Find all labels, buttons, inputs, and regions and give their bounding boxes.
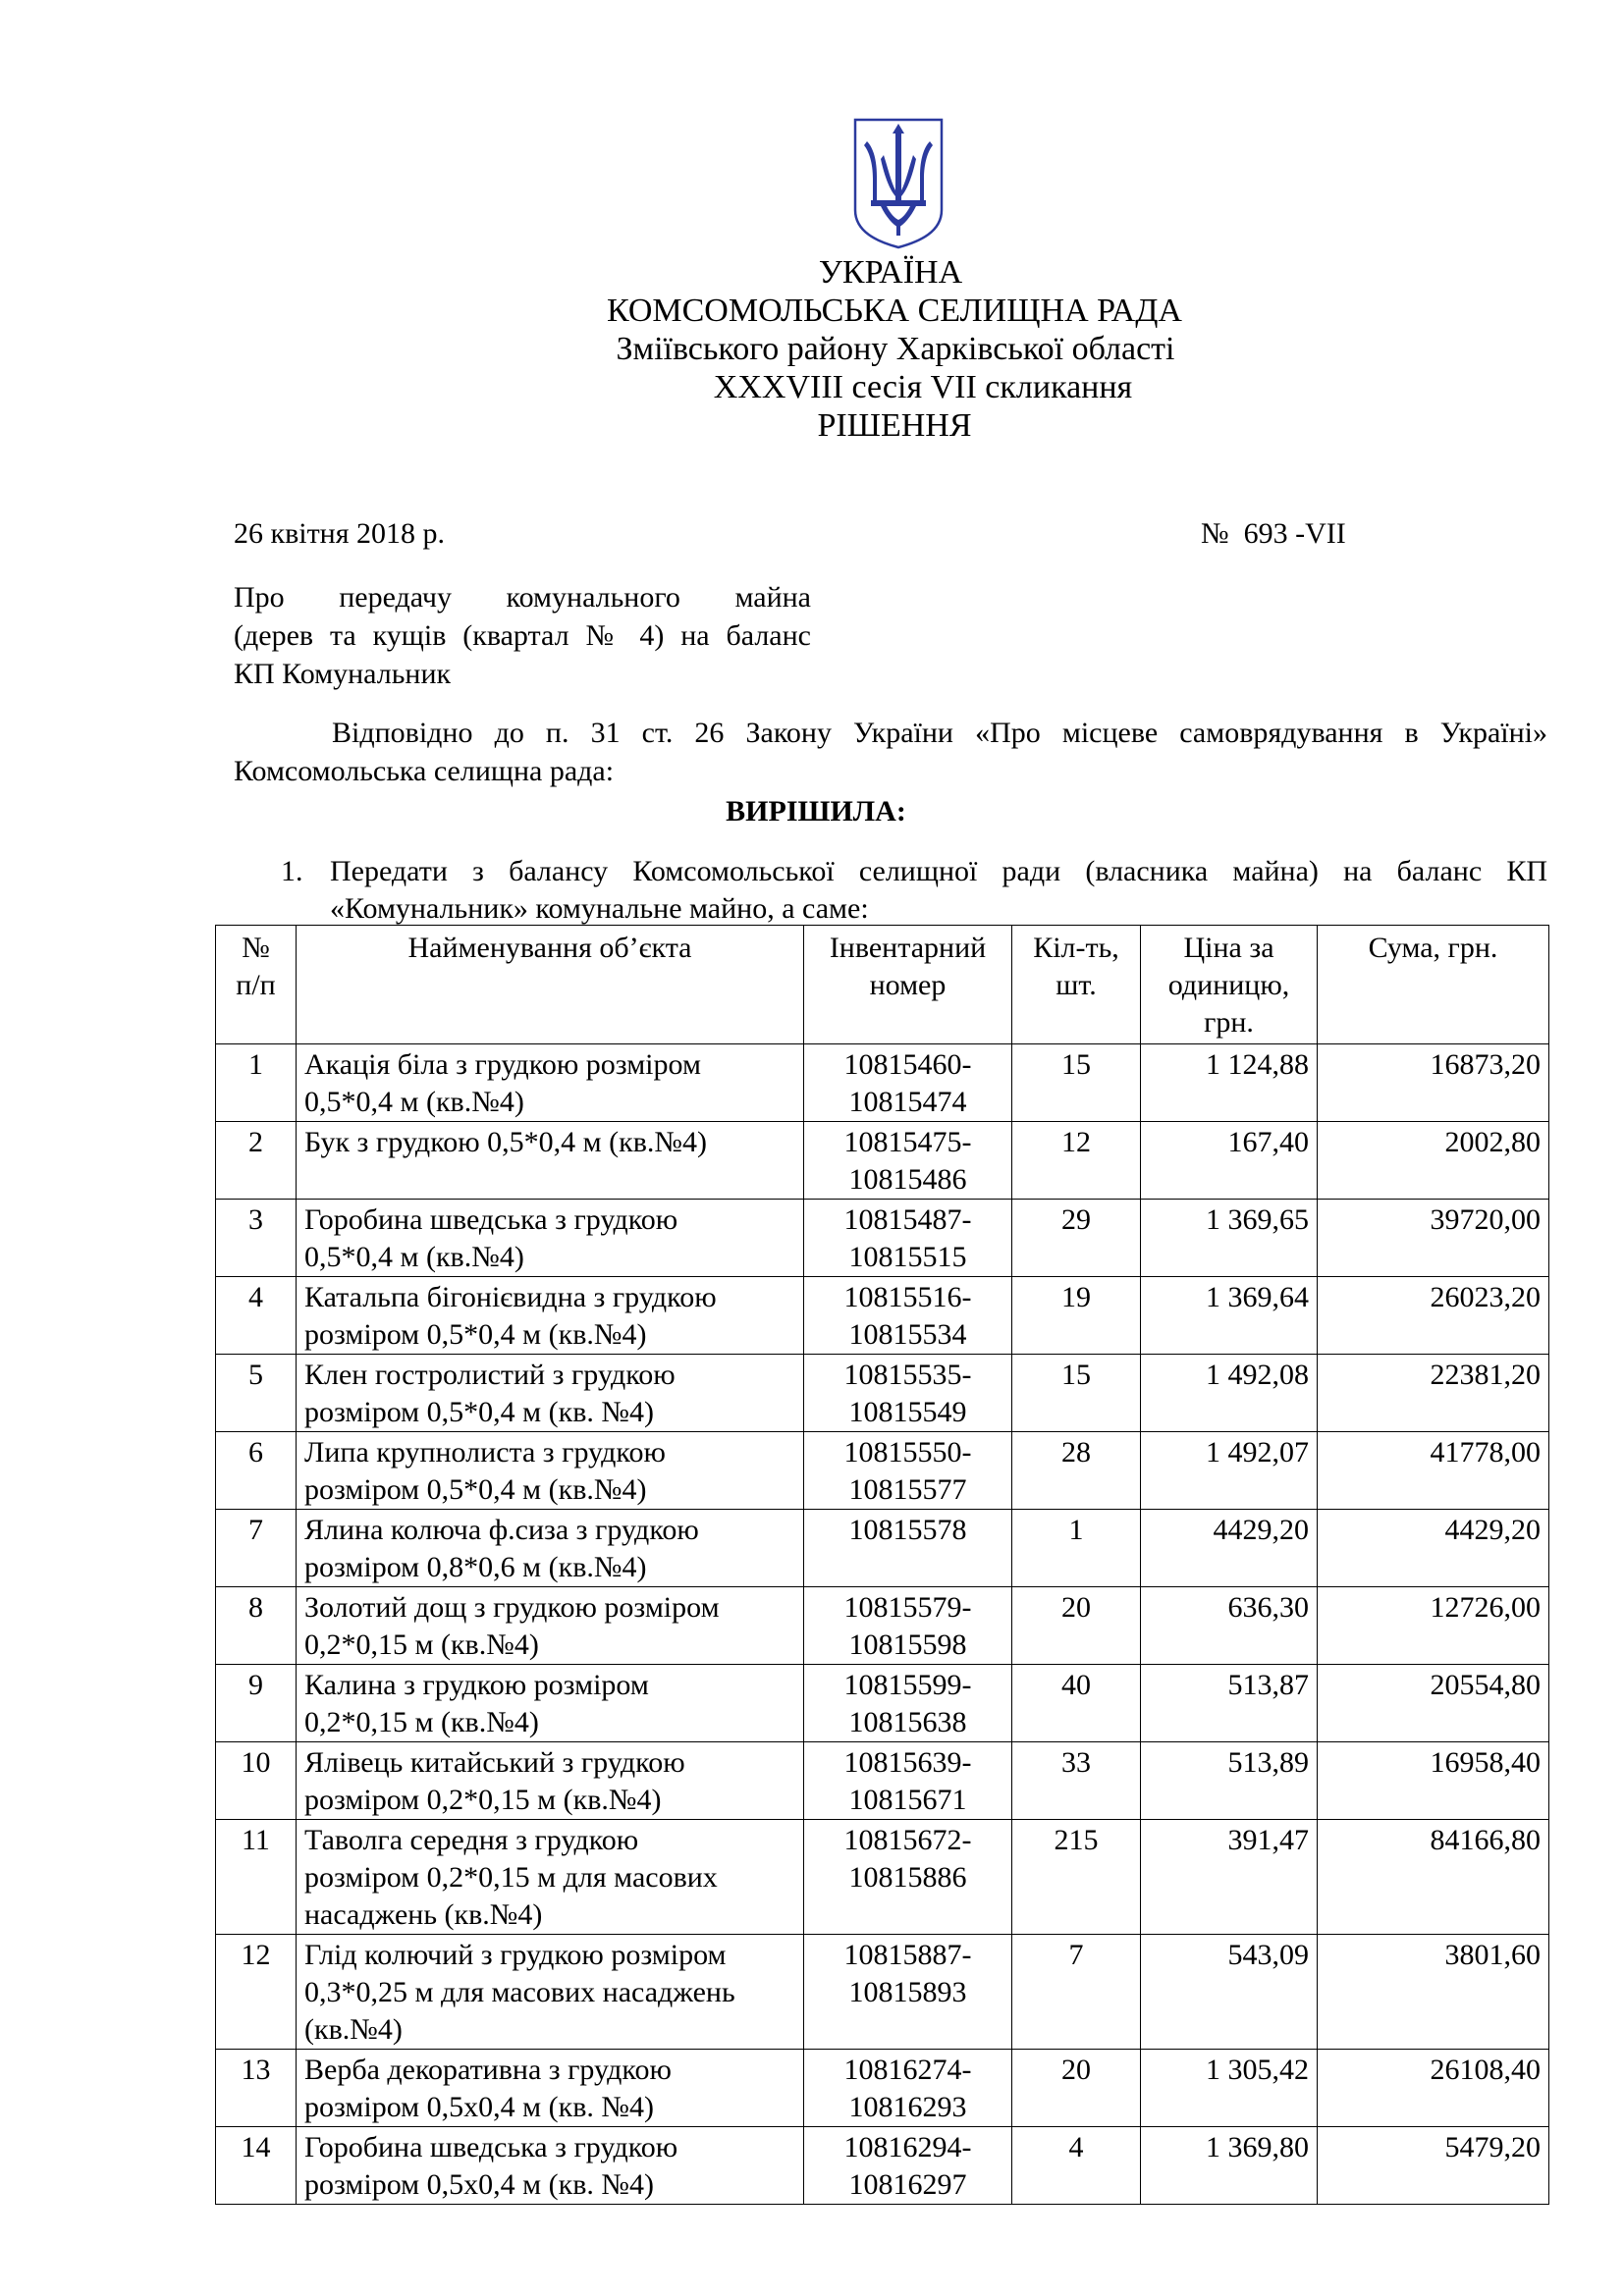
cell-quantity: 20	[1012, 1587, 1141, 1665]
trident-coat-of-arms-icon	[851, 116, 946, 251]
col-header-num: № п/п	[216, 926, 297, 1044]
table-row	[216, 1665, 1549, 1742]
cell-inventory: 10815639- 10815671	[804, 1742, 1012, 1820]
cell-quantity: 12	[1012, 1122, 1141, 1200]
cell-sum: 3801,60	[1318, 1935, 1549, 2050]
cell-num: 8	[216, 1587, 297, 1665]
cell-quantity: 4	[1012, 2127, 1141, 2205]
col-header-quantity: Кіл-ть, шт.	[1012, 926, 1141, 1044]
cell-num: 2	[216, 1122, 297, 1200]
table-row	[216, 1742, 1549, 1820]
table-row	[216, 1587, 1549, 1665]
table-row	[216, 1044, 1549, 1122]
cell-sum: 22381,20	[1318, 1355, 1549, 1432]
cell-name: Катальпа бігонієвидна з грудкою розміром 0,5*0,4 м (кв.№4)	[297, 1277, 804, 1355]
cell-inventory: 10815550- 10815577	[804, 1432, 1012, 1510]
cell-name: Глід колючий з грудкою розміром 0,3*0,25 м для масових насаджень (кв.№4)	[297, 1935, 804, 2050]
cell-num: 7	[216, 1510, 297, 1587]
col-header-inventory: Інвентарний номер	[804, 926, 1012, 1044]
cell-sum: 84166,80	[1318, 1820, 1549, 1935]
decided-heading: ВИРІШИЛА:	[726, 795, 906, 828]
cell-price: 1 369,65	[1141, 1200, 1318, 1277]
cell-quantity: 19	[1012, 1277, 1141, 1355]
table-row	[216, 1432, 1549, 1510]
cell-inventory: 10816294- 10816297	[804, 2127, 1012, 2205]
header-district: Зміївського району Харківської області	[616, 331, 1175, 367]
cell-sum: 16958,40	[1318, 1742, 1549, 1820]
decision-item	[281, 853, 1547, 928]
decision-subject	[234, 578, 811, 693]
cell-name: Горобина шведська з грудкою розміром 0,5х0,4 м (кв. №4)	[297, 2127, 804, 2205]
cell-sum: 20554,80	[1318, 1665, 1549, 1742]
cell-quantity: 28	[1012, 1432, 1141, 1510]
cell-name: Калина з грудкою розміром 0,2*0,15 м (кв.№4)	[297, 1665, 804, 1742]
cell-inventory: 10816274- 10816293	[804, 2050, 1012, 2127]
cell-price: 1 124,88	[1141, 1044, 1318, 1122]
cell-name: Золотий дощ з грудкою розміром 0,2*0,15 м (кв.№4)	[297, 1587, 804, 1665]
basis-line: Відповідно до п. 31 ст. 26 Закону України «Про місцеве самоврядування в Україні»	[332, 717, 1547, 749]
cell-sum: 26023,20	[1318, 1277, 1549, 1355]
cell-sum: 16873,20	[1318, 1044, 1549, 1122]
cell-price: 1 369,80	[1141, 2127, 1318, 2205]
cell-inventory: 10815460- 10815474	[804, 1044, 1012, 1122]
decision-date: 26 квітня 2018 р.	[234, 517, 446, 550]
cell-sum: 4429,20	[1318, 1510, 1549, 1587]
cell-name: Клен гостролистий з грудкою розміром 0,5*0,4 м (кв. №4)	[297, 1355, 804, 1432]
cell-sum: 39720,00	[1318, 1200, 1549, 1277]
table-header-row	[216, 926, 1549, 1044]
cell-name: Верба декоративна з грудкою розміром 0,5х0,4 м (кв. №4)	[297, 2050, 804, 2127]
cell-num: 10	[216, 1742, 297, 1820]
cell-price: 4429,20	[1141, 1510, 1318, 1587]
cell-num: 3	[216, 1200, 297, 1277]
col-header-name: Найменування об’єкта	[297, 926, 804, 1044]
cell-num: 13	[216, 2050, 297, 2127]
cell-num: 1	[216, 1044, 297, 1122]
subject-line: Про передачу комунального майна	[234, 581, 811, 614]
cell-num: 4	[216, 1277, 297, 1355]
cell-quantity: 40	[1012, 1665, 1141, 1742]
cell-price: 1 305,42	[1141, 2050, 1318, 2127]
cell-sum: 2002,80	[1318, 1122, 1549, 1200]
cell-name: Бук з грудкою 0,5*0,4 м (кв.№4)	[297, 1122, 804, 1200]
cell-inventory: 10815475- 10815486	[804, 1122, 1012, 1200]
decision-number: № 693 -VII	[1201, 517, 1346, 550]
table-row	[216, 1510, 1549, 1587]
cell-sum: 5479,20	[1318, 2127, 1549, 2205]
cell-price: 513,87	[1141, 1665, 1318, 1742]
document-header	[0, 253, 1624, 445]
cell-inventory: 10815487- 10815515	[804, 1200, 1012, 1277]
cell-inventory: 10815579- 10815598	[804, 1587, 1012, 1665]
item-text-line: Передати з балансу Комсомольської селищної ради (власника майна) на баланс КП	[330, 855, 1547, 887]
cell-inventory: 10815599- 10815638	[804, 1665, 1012, 1742]
legal-basis	[234, 714, 1547, 790]
property-table	[215, 925, 1549, 2205]
cell-inventory: 10815535- 10815549	[804, 1355, 1012, 1432]
col-header-sum: Сума, грн.	[1318, 926, 1549, 1044]
cell-quantity: 29	[1012, 1200, 1141, 1277]
subject-line: КП Комунальник	[234, 658, 452, 690]
table-row	[216, 1200, 1549, 1277]
cell-price: 636,30	[1141, 1587, 1318, 1665]
cell-inventory: 10815672- 10815886	[804, 1820, 1012, 1935]
cell-price: 1 492,08	[1141, 1355, 1318, 1432]
subject-line: (дерев та кущів (квартал № 4) на баланс	[234, 619, 811, 652]
cell-price: 1 369,64	[1141, 1277, 1318, 1355]
cell-quantity: 15	[1012, 1044, 1141, 1122]
cell-inventory: 10815578	[804, 1510, 1012, 1587]
cell-num: 6	[216, 1432, 297, 1510]
cell-name: Ялина колюча ф.сиза з грудкою розміром 0,8*0,6 м (кв.№4)	[297, 1510, 804, 1587]
basis-line: Комсомольська селищна рада:	[234, 755, 615, 787]
cell-name: Липа крупнолиста з грудкою розміром 0,5*0,4 м (кв.№4)	[297, 1432, 804, 1510]
table-row	[216, 1277, 1549, 1355]
table-row	[216, 1935, 1549, 2050]
cell-num: 12	[216, 1935, 297, 2050]
item-text-line: «Комунальник» комунальне майно, а саме:	[330, 892, 869, 925]
cell-price: 1 492,07	[1141, 1432, 1318, 1510]
cell-name: Акація біла з грудкою розміром 0,5*0,4 м (кв.№4)	[297, 1044, 804, 1122]
col-header-price: Ціна за одиницю, грн.	[1141, 926, 1318, 1044]
header-country: УКРАЇНА	[818, 254, 963, 291]
cell-inventory: 10815887- 10815893	[804, 1935, 1012, 2050]
cell-num: 14	[216, 2127, 297, 2205]
header-session: XXXVIII сесія VII скликання	[713, 369, 1133, 405]
cell-quantity: 33	[1012, 1742, 1141, 1820]
header-doc-type: РІШЕННЯ	[817, 407, 972, 444]
cell-quantity: 1	[1012, 1510, 1141, 1587]
cell-num: 5	[216, 1355, 297, 1432]
cell-name: Ялівець китайський з грудкою розміром 0,2*0,15 м (кв.№4)	[297, 1742, 804, 1820]
cell-quantity: 215	[1012, 1820, 1141, 1935]
cell-num: 9	[216, 1665, 297, 1742]
cell-sum: 26108,40	[1318, 2050, 1549, 2127]
cell-inventory: 10815516- 10815534	[804, 1277, 1012, 1355]
cell-quantity: 15	[1012, 1355, 1141, 1432]
cell-price: 167,40	[1141, 1122, 1318, 1200]
table-row	[216, 2127, 1549, 2205]
table-row	[216, 1122, 1549, 1200]
cell-name: Таволга середня з грудкою розміром 0,2*0,15 м для масових насаджень (кв.№4)	[297, 1820, 804, 1935]
cell-quantity: 20	[1012, 2050, 1141, 2127]
cell-name: Горобина шведська з грудкою 0,5*0,4 м (кв.№4)	[297, 1200, 804, 1277]
cell-num: 11	[216, 1820, 297, 1935]
cell-sum: 41778,00	[1318, 1432, 1549, 1510]
table-row	[216, 1355, 1549, 1432]
cell-quantity: 7	[1012, 1935, 1141, 2050]
cell-price: 543,09	[1141, 1935, 1318, 2050]
cell-sum: 12726,00	[1318, 1587, 1549, 1665]
item-number: 1.	[281, 855, 303, 887]
table-row	[216, 2050, 1549, 2127]
table-row	[216, 1820, 1549, 1935]
cell-price: 391,47	[1141, 1820, 1318, 1935]
header-council: КОМСОМОЛЬСЬКА СЕЛИЩНА РАДА	[607, 293, 1182, 329]
cell-price: 513,89	[1141, 1742, 1318, 1820]
